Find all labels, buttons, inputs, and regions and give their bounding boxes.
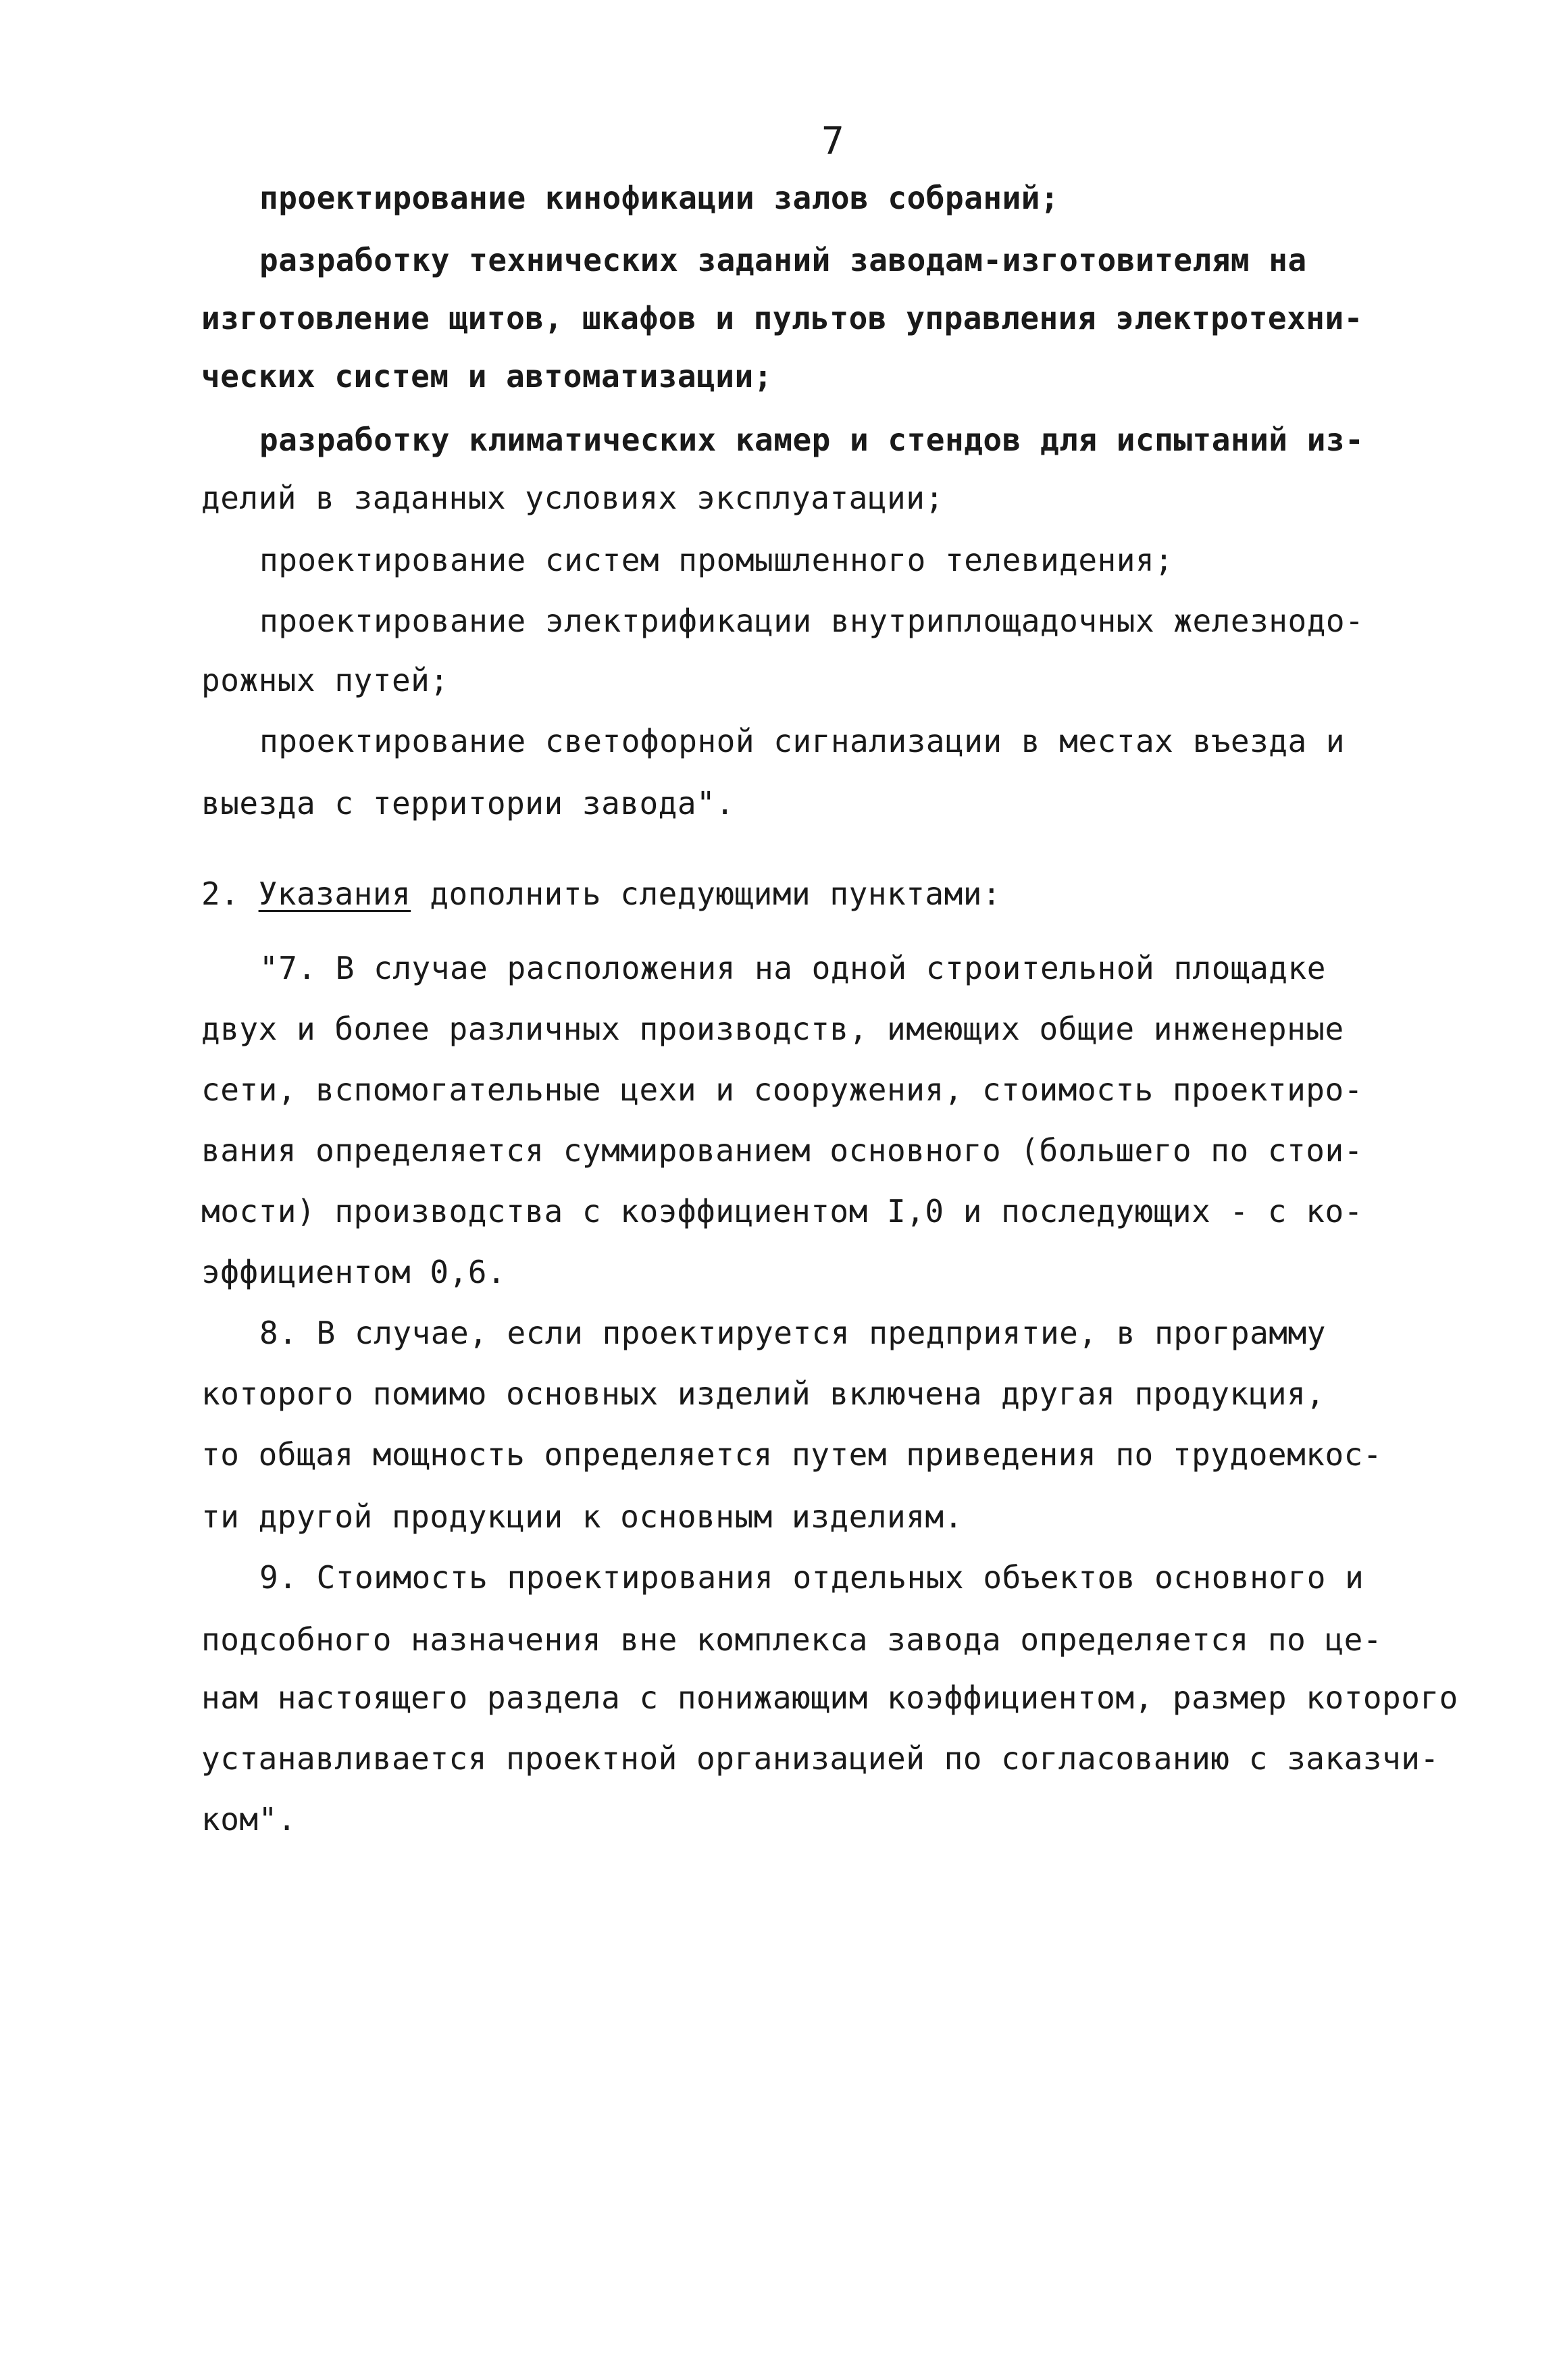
text-line: 9. Стоимость проектирования отдельных объектов основного и [259, 1559, 1364, 1596]
text-line: эффициентом 0,6. [201, 1254, 507, 1290]
text-line: выезда с территории завода". [201, 785, 735, 821]
text-line: то общая мощность определяется путем приведения по трудоемкос- [201, 1436, 1383, 1473]
text-line: изготовление щитов, шкафов и пультов управления электротехни- [201, 300, 1363, 336]
text-line: "7. В случае расположения на одной строительной площадке [259, 950, 1326, 986]
section-heading [201, 876, 1002, 912]
text-line: которого помимо основных изделий включена другая продукция, [201, 1375, 1325, 1412]
section-heading-rest: дополнить следующими пунктами: [411, 876, 1002, 912]
text-line: ти другой продукции к основным изделиям. [201, 1498, 963, 1535]
text-line: устанавливается проектной организацией по согласованию с заказчи- [201, 1740, 1439, 1777]
section-number: 2. [201, 876, 259, 912]
text-line: ческих систем и автоматизации; [201, 358, 773, 395]
page-number: 7 [821, 120, 844, 163]
text-line: проектирование электрификации внутриплощадочных железнодо- [259, 603, 1364, 639]
text-line: вания определяется суммированием основного (большего по стои- [201, 1132, 1363, 1169]
text-line: разработку технических заданий заводам-изготовителям на [259, 242, 1307, 278]
text-line: проектирование кинофикации залов собраний; [259, 180, 1060, 216]
text-line: проектирование светофорной сигнализации в местах въезда и [259, 723, 1346, 759]
section-underlined-word: Указания [258, 876, 411, 912]
text-line: двух и более различных производств, имеющих общие инженерные [201, 1011, 1344, 1047]
text-line: рожных путей; [201, 662, 449, 699]
text-line: 8. В случае, если проектируется предприятие, в программу [259, 1315, 1326, 1351]
text-line: ком". [201, 1801, 297, 1838]
text-line: проектирование систем промышленного телевидения; [259, 542, 1174, 578]
text-line: нам настоящего раздела с понижающим коэффициентом, размер которого [201, 1679, 1458, 1716]
text-line: разработку климатических камер и стендов для испытаний из- [259, 422, 1364, 458]
text-line: делий в заданных условиях эксплуатации; [201, 480, 944, 516]
text-line: мости) производства с коэффициентом I,0 и последующих - с ко- [201, 1193, 1363, 1230]
text-line: сети, вспомогательные цехи и сооружения, стоимость проектиро- [201, 1071, 1363, 1108]
text-line: подсобного назначения вне комплекса завода определяется по це- [201, 1621, 1383, 1658]
